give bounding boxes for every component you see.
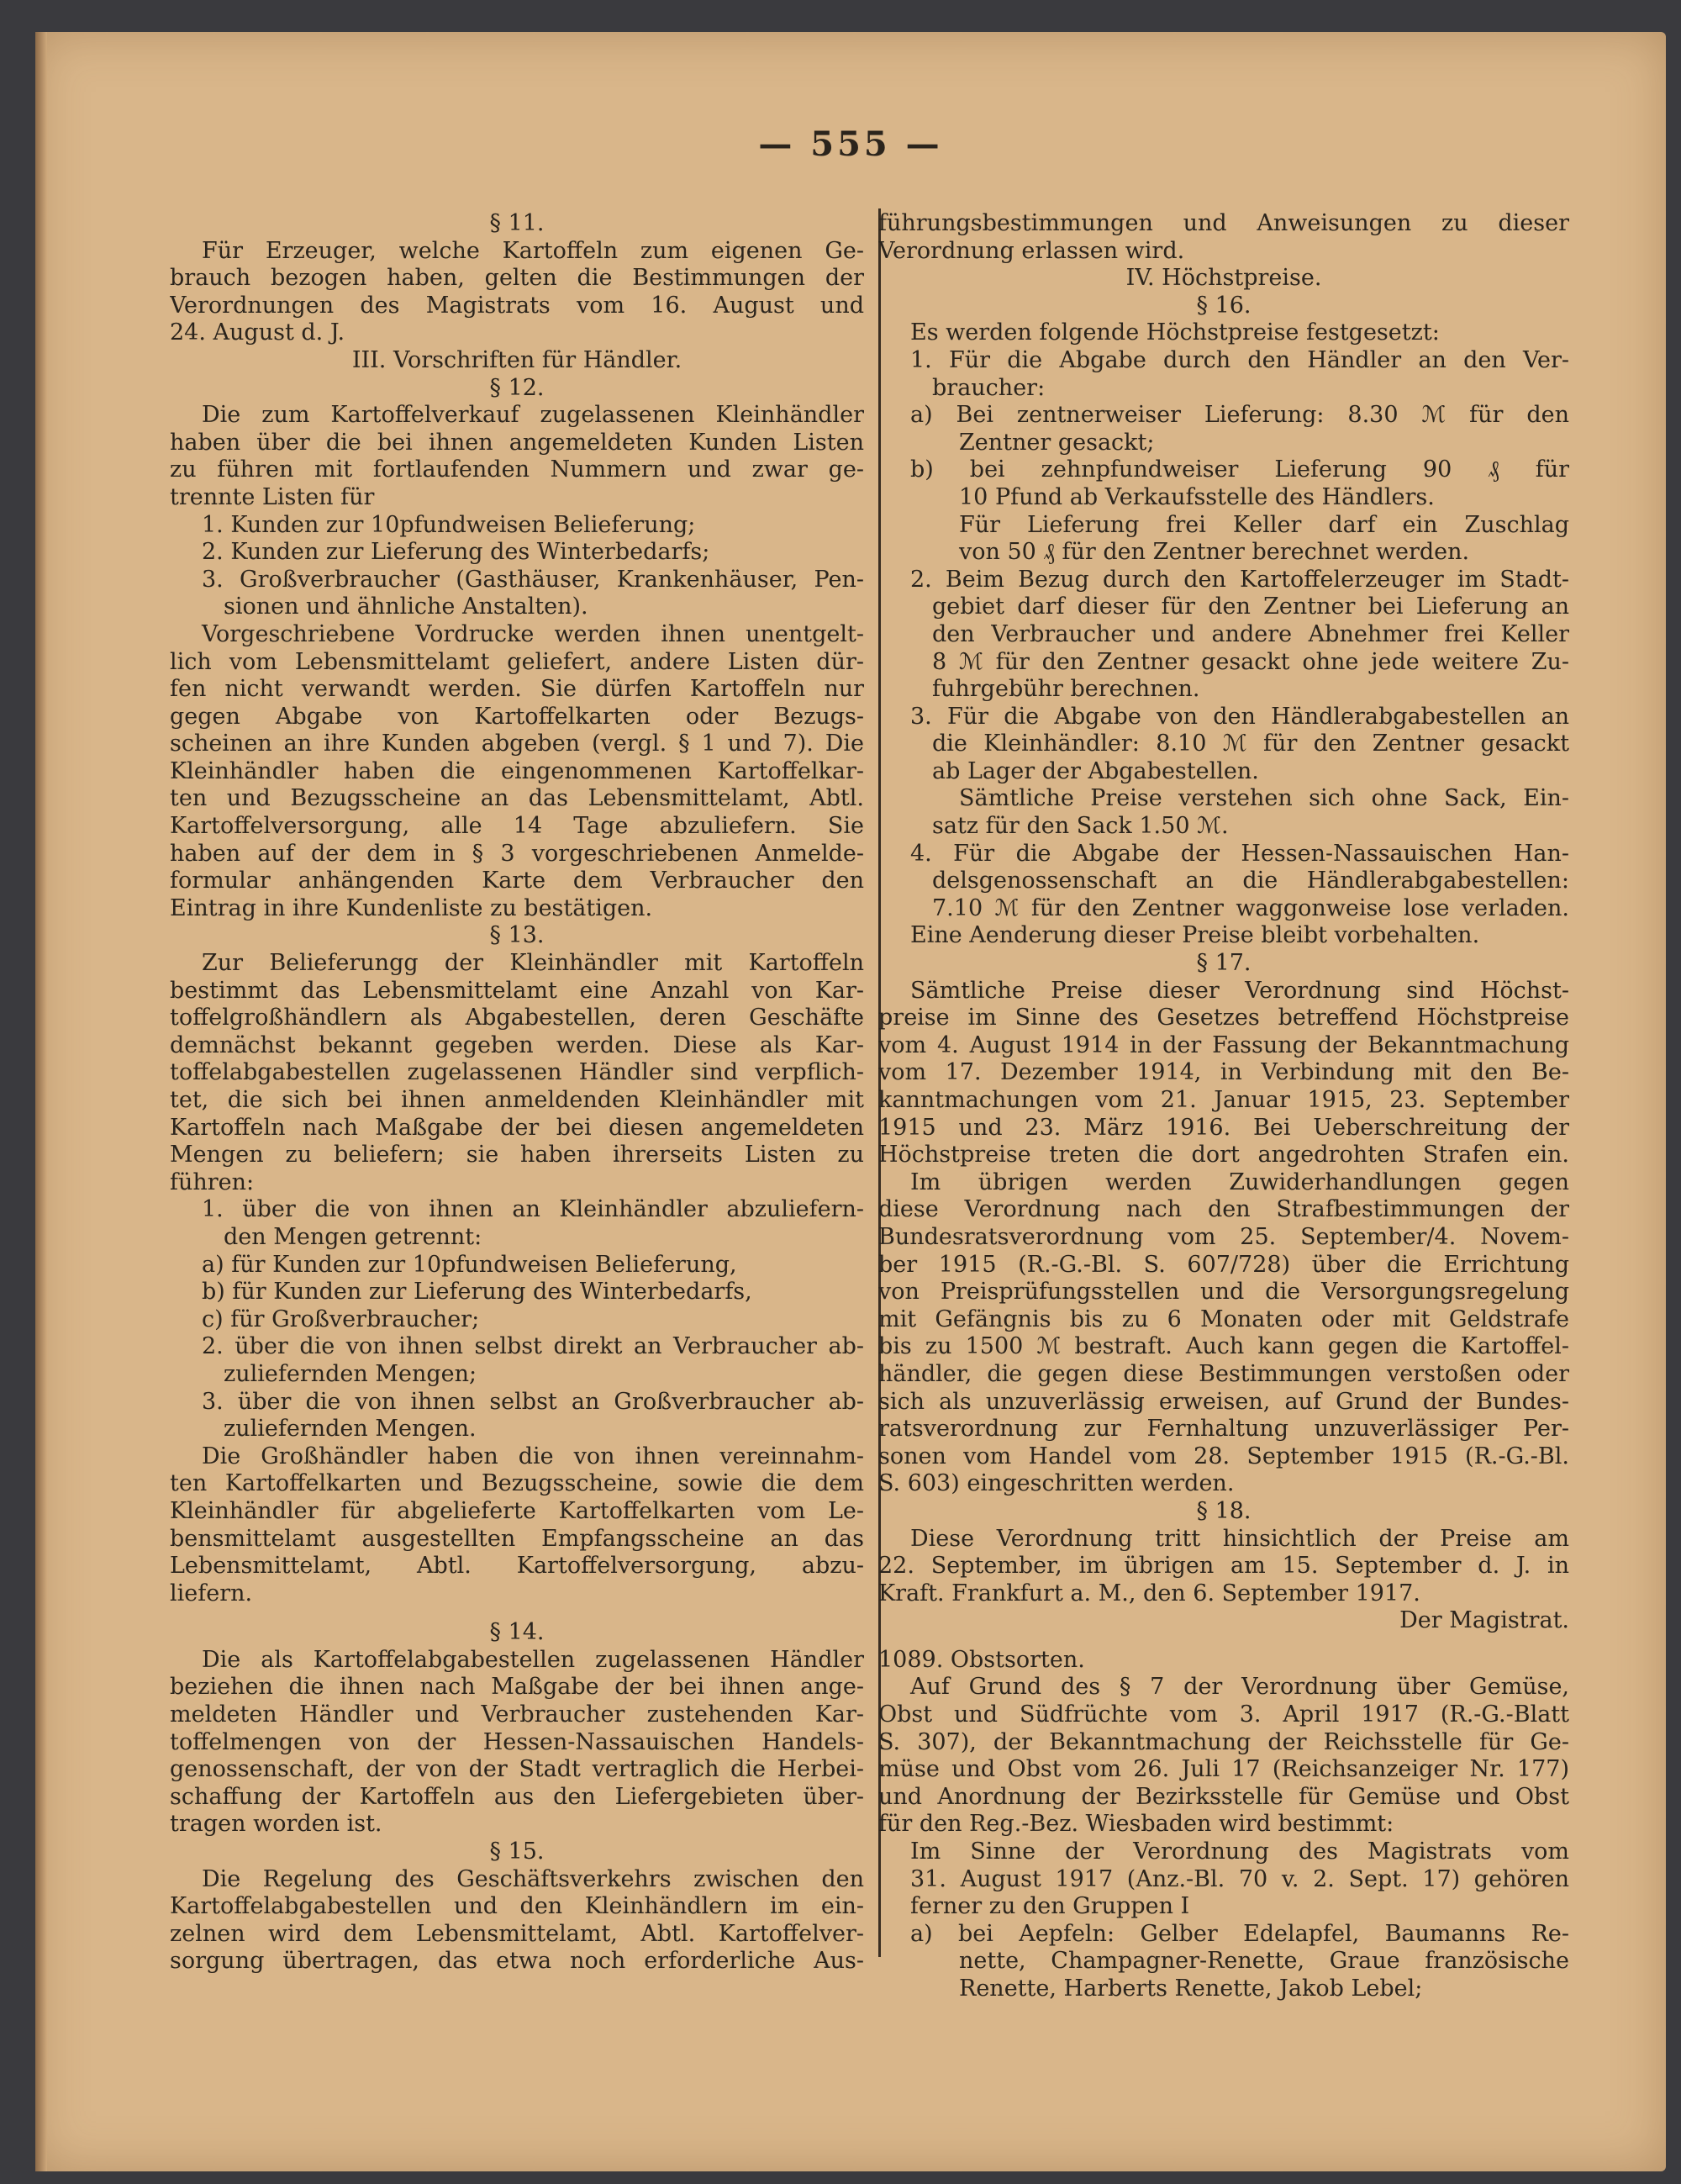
text-line: ten Kartoffelkarten und Bezugsscheine, sowie die dem — [170, 1470, 864, 1497]
text-line: zuliefernden Mengen. — [224, 1416, 477, 1443]
text-line: Für Lieferung frei Keller darf ein Zuschlag — [959, 511, 1569, 538]
text-line: haben auf der dem in § 3 vorgeschriebenen Anmelde- — [170, 840, 864, 867]
text-line: preise im Sinne des Gesetzes betreffend Höchstpreise — [878, 1005, 1569, 1031]
text-line: 7.10 ℳ für den Zentner waggonweise lose verladen. — [932, 894, 1569, 921]
text-line: und Anordnung der Bezirksstelle für Gemüse und Obst — [878, 1783, 1569, 1810]
text-line: Eintrag in ihre Kundenliste zu bestätigen. — [170, 894, 653, 921]
text-line: fuhrgebühr berechnen. — [932, 676, 1200, 703]
text-line: delsgenossenschaft an die Händlerabgabestellen: — [932, 868, 1569, 894]
text-line: Zentner gesackt; — [959, 429, 1155, 456]
text-line: Vorgeschriebene Vordrucke werden ihnen unentgelt- — [202, 620, 864, 647]
text-line: b) bei zehnpfundweiser Lieferung 90 ₰ für — [910, 456, 1569, 483]
text-line: schaffung der Kartoffeln aus den Liefergebieten über- — [170, 1783, 864, 1810]
text-line: Die Regelung des Geschäftsverkehrs zwischen den — [202, 1865, 864, 1892]
text-line: zu führen mit fortlaufenden Nummern und zwar ge- — [170, 456, 864, 483]
text-line: die Kleinhändler: 8.10 ℳ für den Zentner gesackt — [932, 731, 1569, 757]
section-heading: § 16. — [1196, 292, 1252, 319]
text-line: trennte Listen für — [170, 483, 375, 510]
text-line: tragen worden ist. — [170, 1811, 382, 1838]
text-line — [170, 1607, 864, 1619]
text-line: brauch bezogen haben, gelten die Bestimmungen der — [170, 265, 864, 292]
text-line: Bundesratsverordnung vom 25. September/4. Novem- — [878, 1223, 1569, 1250]
text-line: 31. August 1917 (Anz.-Bl. 70 v. 2. Sept. 17) gehören — [910, 1865, 1569, 1892]
text-line — [878, 1635, 1569, 1647]
text-line: 2. Beim Bezug durch den Kartoffelerzeuger im Stadt- — [910, 566, 1569, 593]
section-heading: IV. Höchstpreise. — [1125, 265, 1322, 292]
text-line: von 50 ₰ für den Zentner berechnet werden. — [959, 539, 1470, 566]
text-line: a) bei Aepfeln: Gelber Edelapfel, Baumanns Re- — [910, 1920, 1569, 1947]
text-line: S. 603) eingeschritten werden. — [878, 1470, 1235, 1497]
text-line: satz für den Sack 1.50 ℳ. — [932, 813, 1229, 840]
text-line: vom 17. Dezember 1914, in Verbindung mit den Be- — [878, 1059, 1569, 1086]
text-line: formular anhängenden Karte dem Verbraucher den — [170, 868, 864, 894]
text-line: 3. Großverbraucher (Gasthäuser, Krankenhäuser, Pen- — [202, 566, 864, 593]
section-heading: § 13. — [489, 922, 545, 949]
text-line: ratsverordnung zur Fernhaltung unzuverlässiger Per- — [878, 1416, 1569, 1443]
text-line: sionen und ähnliche Anstalten). — [224, 593, 588, 620]
text-line: vom 4. August 1914 in der Fassung der Bekanntmachung — [878, 1031, 1569, 1058]
text-line: Verordnung erlassen wird. — [878, 237, 1185, 264]
text-line: 22. September, im übrigen am 15. September d. J. in — [878, 1553, 1569, 1580]
text-line: Sämtliche Preise dieser Verordnung sind Höchst- — [910, 977, 1569, 1004]
text-line: 3. Für die Abgabe von den Händlerabgabestellen an — [910, 703, 1569, 730]
text-line: Mengen zu beliefern; sie haben ihrerseits Listen zu — [170, 1142, 864, 1168]
section-heading: III. Vorschriften für Händler. — [351, 346, 682, 373]
text-line: den Mengen getrennt: — [224, 1223, 482, 1250]
section-heading: § 18. — [1196, 1497, 1252, 1524]
text-line: b) für Kunden zur Lieferung des Winterbedarfs, — [202, 1279, 752, 1306]
text-line: zelnen wird dem Lebensmittelamt, Abtl. Kartoffelver- — [170, 1920, 864, 1947]
text-line: fen nicht verwandt werden. Sie dürfen Kartoffeln nur — [170, 676, 864, 703]
text-line: Sämtliche Preise verstehen sich ohne Sack, Ein- — [959, 785, 1569, 812]
text-line: Im Sinne der Verordnung des Magistrats vom — [910, 1838, 1569, 1865]
text-line: Diese Verordnung tritt hinsichtlich der Preise am — [910, 1525, 1569, 1552]
text-line: den Verbraucher und andere Abnehmer frei Keller — [932, 620, 1569, 647]
text-line: gebiet darf dieser für den Zentner bei Lieferung an — [932, 593, 1569, 620]
section-heading: § 17. — [1196, 950, 1252, 977]
text-line: Kartoffeln nach Maßgabe der bei diesen angemeldeten — [170, 1114, 864, 1141]
text-line: ab Lager der Abgabestellen. — [932, 757, 1259, 784]
text-line: 24. August d. J. — [170, 319, 345, 346]
text-line: 1. Für die Abgabe durch den Händler an den Ver- — [910, 346, 1569, 373]
text-line: 8 ℳ für den Zentner gesackt ohne jede weitere Zu- — [932, 648, 1569, 675]
text-line: Obst und Südfrüchte vom 3. April 1917 (R.-G.-Blatt — [878, 1701, 1569, 1728]
text-line: Eine Aenderung dieser Preise bleibt vorbehalten. — [910, 922, 1480, 949]
text-line: braucher: — [932, 374, 1046, 401]
section-heading: § 11. — [489, 210, 545, 236]
text-line: gegen Abgabe von Kartoffelkarten oder Bezugs- — [170, 703, 864, 730]
text-line: Auf Grund des § 7 der Verordnung über Gemüse, — [910, 1674, 1569, 1701]
text-line: Renette, Harberts Renette, Jakob Lebel; — [959, 1976, 1423, 2002]
text-line: Der Magistrat. — [1399, 1607, 1569, 1634]
text-line: Die Großhändler haben die von ihnen vereinnahm- — [202, 1443, 864, 1469]
text-line: genossenschaft, der von der Stadt vertraglich die Herbei- — [170, 1756, 864, 1783]
text-line: Kleinhändler haben die eingenommenen Kartoffelkar- — [170, 757, 864, 784]
text-line: Die zum Kartoffelverkauf zugelassenen Kleinhändler — [202, 402, 864, 429]
text-line: haben über die bei ihnen angemeldeten Kunden Listen — [170, 429, 864, 456]
page-gutter — [35, 32, 47, 2171]
text-line: c) für Großverbraucher; — [202, 1306, 480, 1332]
right-column — [863, 210, 1569, 2003]
text-line: ten und Bezugsscheine an das Lebensmittelamt, Abtl. — [170, 785, 864, 812]
text-line: Höchstpreise treten die dort angedrohten Strafen ein. — [878, 1142, 1569, 1168]
text-line: nette, Champagner-Renette, Graue französische — [959, 1948, 1569, 1975]
text-line: ber 1915 (R.-G.-Bl. S. 607/728) über die Errichtung — [878, 1251, 1569, 1278]
text-line: 1089. Obstsorten. — [878, 1646, 1085, 1673]
document-page — [35, 32, 1666, 2171]
section-heading: § 14. — [489, 1619, 545, 1646]
text-line: Im übrigen werden Zuwiderhandlungen gegen — [910, 1168, 1569, 1195]
text-line: Die als Kartoffelabgabestellen zugelassenen Händler — [202, 1646, 864, 1673]
text-line: S. 307), der Bekanntmachung der Reichsstelle für Ge- — [878, 1728, 1569, 1755]
text-line: Zur Belieferungg der Kleinhändler mit Kartoffeln — [202, 950, 864, 977]
text-line: führungsbestimmungen und Anweisungen zu dieser — [878, 210, 1569, 236]
text-line: beziehen die ihnen nach Maßgabe der bei ihnen ange- — [170, 1674, 864, 1701]
text-line: Kartoffelabgabestellen und den Kleinhändlern im ein- — [170, 1893, 864, 1920]
text-line: mit Gefängnis bis zu 6 Monaten oder mit Geldstrafe — [878, 1306, 1569, 1332]
text-line: lich vom Lebensmittelamt geliefert, andere Listen dür- — [170, 648, 864, 675]
text-line: bis zu 1500 ℳ bestraft. Auch kann gegen die Kartoffel- — [878, 1333, 1569, 1360]
text-line: tet, die sich bei ihnen anmeldenden Kleinhändler mit — [170, 1087, 864, 1113]
text-line: führen: — [170, 1168, 255, 1195]
text-line: 4. Für die Abgabe der Hessen-Nassauischen Han- — [910, 840, 1569, 867]
text-line: liefern. — [170, 1580, 253, 1606]
left-column — [170, 210, 864, 1976]
text-line: bestimmt das Lebensmittelamt eine Anzahl von Kar- — [170, 977, 864, 1004]
text-line: toffelabgabestellen zugelassenen Händler sind verpflich- — [170, 1059, 864, 1086]
text-line: a) Bei zentnerweiser Lieferung: 8.30 ℳ für den — [910, 402, 1569, 429]
text-line: Kraft. Frankfurt a. M., den 6. September 1917. — [878, 1580, 1420, 1606]
text-line: toffelgroßhändlern als Abgabestellen, deren Geschäfte — [170, 1005, 864, 1031]
text-line: sonen vom Handel vom 28. September 1915 (R.-G.-Bl. — [878, 1443, 1569, 1469]
text-line: zuliefernden Mengen; — [224, 1360, 477, 1387]
text-line: müse und Obst vom 26. Juli 17 (Reichsanzeiger Nr. 177) — [878, 1756, 1569, 1783]
text-line: Für Erzeuger, welche Kartoffeln zum eigenen Ge- — [202, 237, 864, 264]
text-line: bensmittelamt ausgestellten Empfangsscheine an das — [170, 1525, 864, 1552]
text-line: scheinen an ihre Kunden abgeben (vergl. § 1 und 7). Die — [170, 731, 864, 757]
text-line: händler, die gegen diese Bestimmungen verstoßen oder — [878, 1360, 1569, 1387]
text-line: 10 Pfund ab Verkaufsstelle des Händlers. — [959, 483, 1435, 510]
text-line: 3. über die von ihnen selbst an Großverbraucher ab- — [202, 1388, 864, 1415]
text-line: für den Reg.-Bez. Wiesbaden wird bestimmt: — [878, 1811, 1394, 1838]
text-line: 1915 und 23. März 1916. Bei Ueberschreitung der — [878, 1114, 1569, 1141]
text-line: Es werden folgende Höchstpreise festgesetzt: — [910, 319, 1440, 346]
text-line: 1. über die von ihnen an Kleinhändler abzuliefern- — [202, 1196, 864, 1223]
text-line: meldeten Händler und Verbraucher zustehenden Kar- — [170, 1701, 864, 1728]
text-line: sorgung übertragen, das etwa noch erforderliche Aus- — [170, 1948, 864, 1975]
text-line: 2. Kunden zur Lieferung des Winterbedarfs; — [202, 539, 710, 566]
text-line: sich als unzuverlässig erweisen, auf Grund der Bundes- — [878, 1388, 1569, 1415]
page-number: — 555 — — [758, 124, 943, 164]
section-heading: § 12. — [489, 374, 545, 401]
section-heading: § 15. — [489, 1838, 545, 1865]
text-line: a) für Kunden zur 10pfundweisen Belieferung, — [202, 1251, 737, 1278]
text-line: Lebensmittelamt, Abtl. Kartoffelversorgung, abzu- — [170, 1553, 864, 1580]
text-line: 1. Kunden zur 10pfundweisen Belieferung; — [202, 511, 696, 538]
text-line: Verordnungen des Magistrats vom 16. August und — [170, 292, 864, 319]
text-line: kanntmachungen vom 21. Januar 1915, 23. September — [878, 1087, 1569, 1113]
text-line: von Preisprüfungsstellen und die Versorgungsregelung — [878, 1279, 1569, 1306]
text-line: ferner zu den Gruppen I — [910, 1893, 1190, 1920]
text-line: demnächst bekannt gegeben werden. Diese als Kar- — [170, 1031, 864, 1058]
text-line: 2. über die von ihnen selbst direkt an Verbraucher ab- — [202, 1333, 864, 1360]
text-line: diese Verordnung nach den Strafbestimmungen der — [878, 1196, 1569, 1223]
text-line: toffelmengen von der Hessen-Nassauischen Handels- — [170, 1728, 864, 1755]
text-line: Kleinhändler für abgelieferte Kartoffelkarten vom Le- — [170, 1497, 864, 1524]
text-line: Kartoffelversorgung, alle 14 Tage abzuliefern. Sie — [170, 813, 864, 840]
